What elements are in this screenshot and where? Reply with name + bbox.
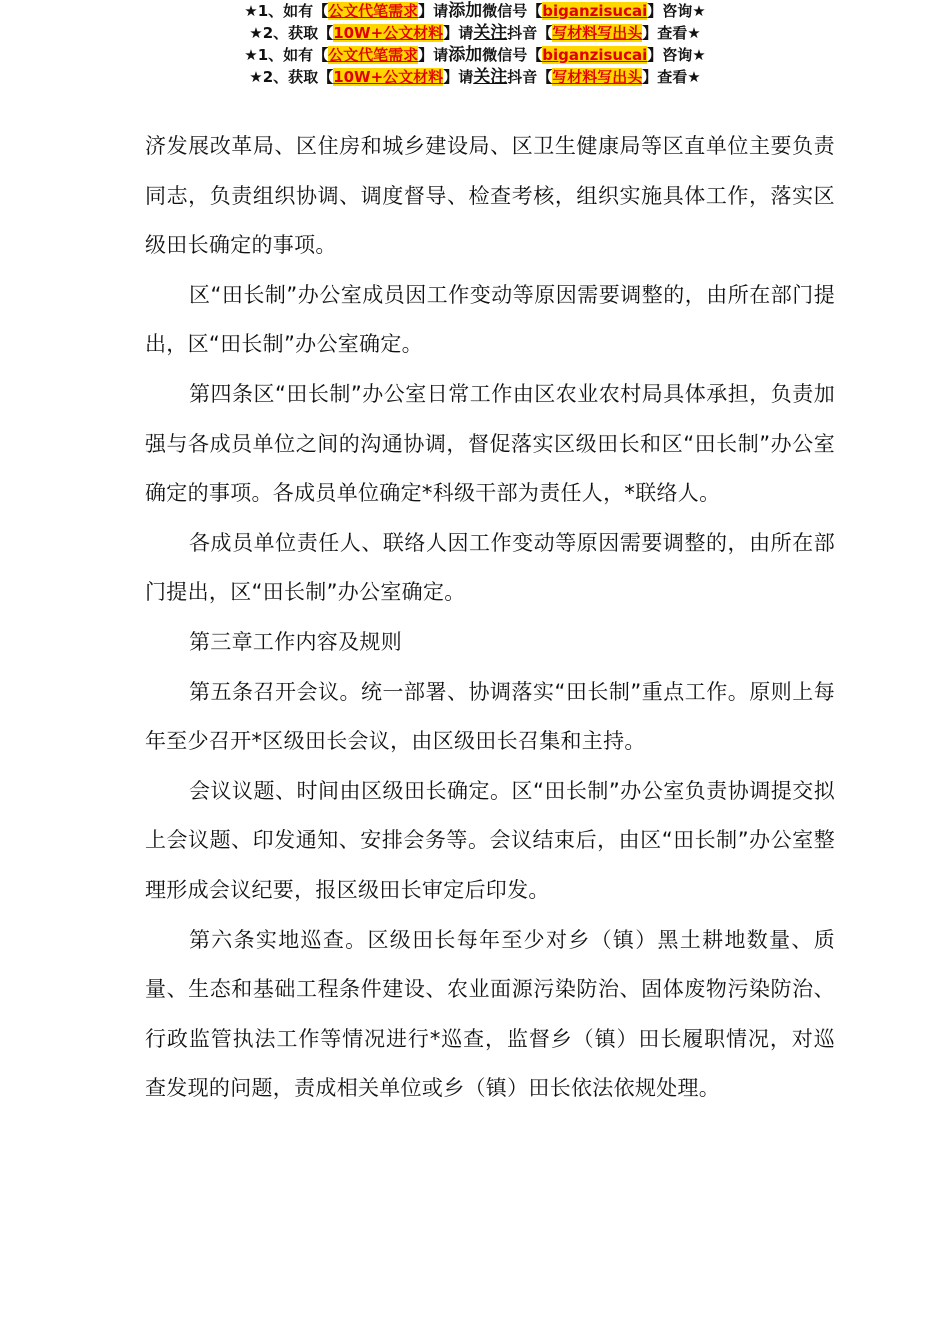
promo-footer	[0, 44, 950, 88]
promo-footer-line-2-prefix: ★2、获取【	[249, 68, 334, 86]
paragraph-article-6: 第六条实地巡查。区级田长每年至少对乡（镇）黑土耕地数量、质量、生态和基础工程条件建设、农业面源污染防治、固体废物污染防治、行政监管执法工作等情况进行*巡查，监督乡（镇）田长履职情况，对巡查发现的问题，责成相关单位或乡（镇）田长依法依规处理。	[145, 927, 835, 1101]
paragraph-article-5: 第五条召开会议。统一部署、协调落实“田长制”重点工作。原则上每年至少召开*区级田长会议，由区级田长召集和主持。	[145, 679, 835, 754]
promo-footer-line-1-highlight-service: 公文代笔需求	[328, 46, 419, 64]
document-body	[145, 122, 835, 1114]
paragraph-article-4: 第四条区“田长制”办公室日常工作由区农业农村局具体承担，负责加强与各成员单位之间的沟通协调，督促落实区级田长和区“田长制”办公室确定的事项。各成员单位确定*科级干部为责任人，*联络人。	[145, 381, 835, 506]
promo-line-2-suffix: 】查看★	[642, 24, 701, 42]
paragraph-continuation: 济发展改革局、区住房和城乡建设局、区卫生健康局等区直单位主要负责同志，负责组织协调、调度督导、检查考核，组织实施具体工作，落实区级田长确定的事项。	[145, 134, 835, 258]
promo-line-2-mid-2: 抖音【	[507, 24, 553, 42]
paragraph-office-member-adjustment: 区“田长制”办公室成员因工作变动等原因需要调整的，由所在部门提出，区“田长制”办公室确定。	[145, 282, 835, 357]
promo-line-1-mid-2: 微信号【	[482, 2, 543, 20]
promo-footer-line-1-mid: 】请	[418, 46, 449, 64]
promo-line-1	[0, 0, 950, 22]
promo-footer-line-1-emphasis: 添加	[448, 45, 483, 65]
promo-footer-line-1-prefix: ★1、如有【	[244, 46, 329, 64]
promo-line-1-emphasis: 添加	[448, 1, 483, 21]
paragraph-meeting-agenda: 会议议题、时间由区级田长确定。区“田长制”办公室负责协调提交拟上会议题、印发通知、安排会务等。会议结束后，由区“田长制”办公室整理形成会议纪要，报区级田长审定后印发。	[145, 778, 835, 902]
promo-line-2	[0, 22, 950, 44]
promo-footer-line-2-douyin-account: 写材料写出头	[552, 68, 643, 86]
paragraph-liaison-adjustment: 各成员单位责任人、联络人因工作变动等原因需要调整的，由所在部门提出，区“田长制”办公室确定。	[145, 530, 835, 605]
promo-footer-line-2-highlight-materials: 10W+公文材料	[333, 68, 444, 86]
promo-line-1-mid: 】请	[418, 2, 449, 20]
promo-footer-line-1	[0, 44, 950, 66]
promo-line-1-suffix: 】咨询★	[647, 2, 706, 20]
promo-footer-line-2-mid-2: 抖音【	[507, 68, 553, 86]
chapter-3-heading: 第三章工作内容及规则	[189, 629, 402, 654]
promo-line-2-highlight-materials: 10W+公文材料	[333, 24, 444, 42]
promo-footer-line-2-mid: 】请	[443, 68, 474, 86]
promo-line-1-highlight-service: 公文代笔需求	[328, 2, 419, 20]
promo-line-2-prefix: ★2、获取【	[249, 24, 334, 42]
promo-footer-line-2-suffix: 】查看★	[642, 68, 701, 86]
promo-footer-line-1-suffix: 】咨询★	[647, 46, 706, 64]
promo-line-2-douyin-account: 写材料写出头	[552, 24, 643, 42]
promo-footer-line-2	[0, 66, 950, 88]
promo-footer-line-1-wechat-id: biganzisucai	[542, 46, 648, 64]
promo-line-2-mid: 】请	[443, 24, 474, 42]
promo-line-1-wechat-id: biganzisucai	[542, 2, 648, 20]
promo-line-2-emphasis: 关注	[473, 23, 508, 43]
promo-line-1-prefix: ★1、如有【	[244, 2, 329, 20]
promo-footer-line-1-mid-2: 微信号【	[482, 46, 543, 64]
promo-header	[0, 0, 950, 44]
promo-footer-line-2-emphasis: 关注	[473, 67, 508, 87]
